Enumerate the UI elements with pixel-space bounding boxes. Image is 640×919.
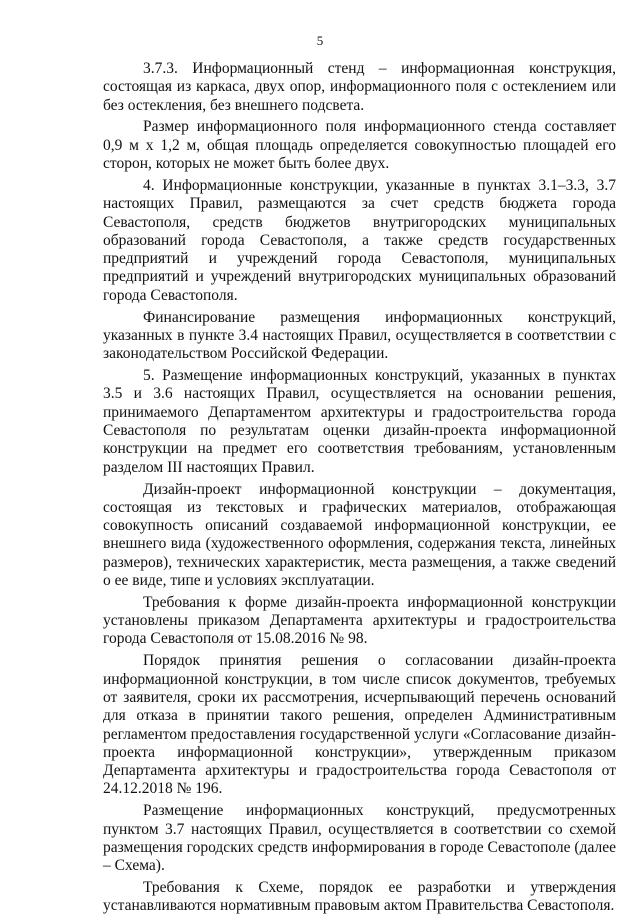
paragraph-design-project-requirements: Требования к форме дизайн-проекта информационной конструкции установлены приказом Департамента архитектуры и градостроительства города Севастополя от 15.08.2016 № 98. <box>103 593 616 648</box>
paragraph-design-project-definition: Дизайн-проект информационной конструкции – документация, состоящая из текстовых и графических материалов, отображающая совокупность описаний создаваемой информационной конструкции, ее внешнего вида (художественного оформления, содержания текста, линейных размеров), технических характеристик, места размещения, а также сведений о ее виде, типе и условиях эксплуатации. <box>103 480 616 589</box>
paragraph-placement-3-7: Размещение информационных конструкций, предусмотренных пунктом 3.7 настоящих Правил, осуществляется в соответствии со схемой размещения городских средств информирования в городе Севастополе (далее – Схема). <box>103 802 616 875</box>
page-number: 5 <box>316 33 324 48</box>
paragraph-approval-procedure: Порядок принятия решения о согласовании дизайн-проекта информационной конструкции, в том числе список документов, требуемых от заявителя, сроки их рассмотрения, исчерпывающий перечень оснований для отказа в принятии такого решения, определен Административным регламентом предоставления государственной услуги «Согласование дизайн-проекта информационной конструкции», утвержденным приказом Департамента архитектуры и градостроительства города Севастополя от 24.12.2018 № 196. <box>103 652 616 798</box>
paragraph-scheme-requirements: Требования к Схеме, порядок ее разработки и утверждения устанавливаются нормативным правовым актом Правительства Севастополя. <box>103 879 616 915</box>
paragraph-5-placement: 5. Размещение информационных конструкций, указанных в пунктах 3.5 и 3.6 настоящих Правил, осуществляется на основании решения, принимаемого Департаментом архитектуры и градостроительства города Севастополя по результатам оценки дизайн-проекта информационной конструкции на предмет его соответствия требованиям, установленным разделом III настоящих Правил. <box>103 367 616 476</box>
paragraph-financing-3-4: Финансирование размещения информационных конструкций, указанных в пункте 3.4 настоящих Правил, осуществляется в соответствии с законодательством Российской Федерации. <box>103 308 616 363</box>
paragraph-4-funding: 4. Информационные конструкции, указанные в пунктах 3.1–3.3, 3.7 настоящих Правил, размещаются за счет средств бюджета города Севастополя, средств бюджетов внутригородских муниципальных образований города Севастополя, а также средств государственных предприятий и учреждений города Севастополя, муниципальных предприятий и учреждений внутригородских муниципальных образований города Севастополя. <box>103 176 616 304</box>
document-body <box>103 60 616 919</box>
paragraph-3-7-3: 3.7.3. Информационный стенд – информационная конструкция, состоящая из каркаса, двух опор, информационного поля с остеклением или без остекления, без внешнего подсвета. <box>103 60 616 114</box>
paragraph-stand-size: Размер информационного поля информационного стенда составляет 0,9 м х 1,2 м, общая площадь определяется совокупностью площадей его сторон, которых не может быть более двух. <box>103 118 616 173</box>
